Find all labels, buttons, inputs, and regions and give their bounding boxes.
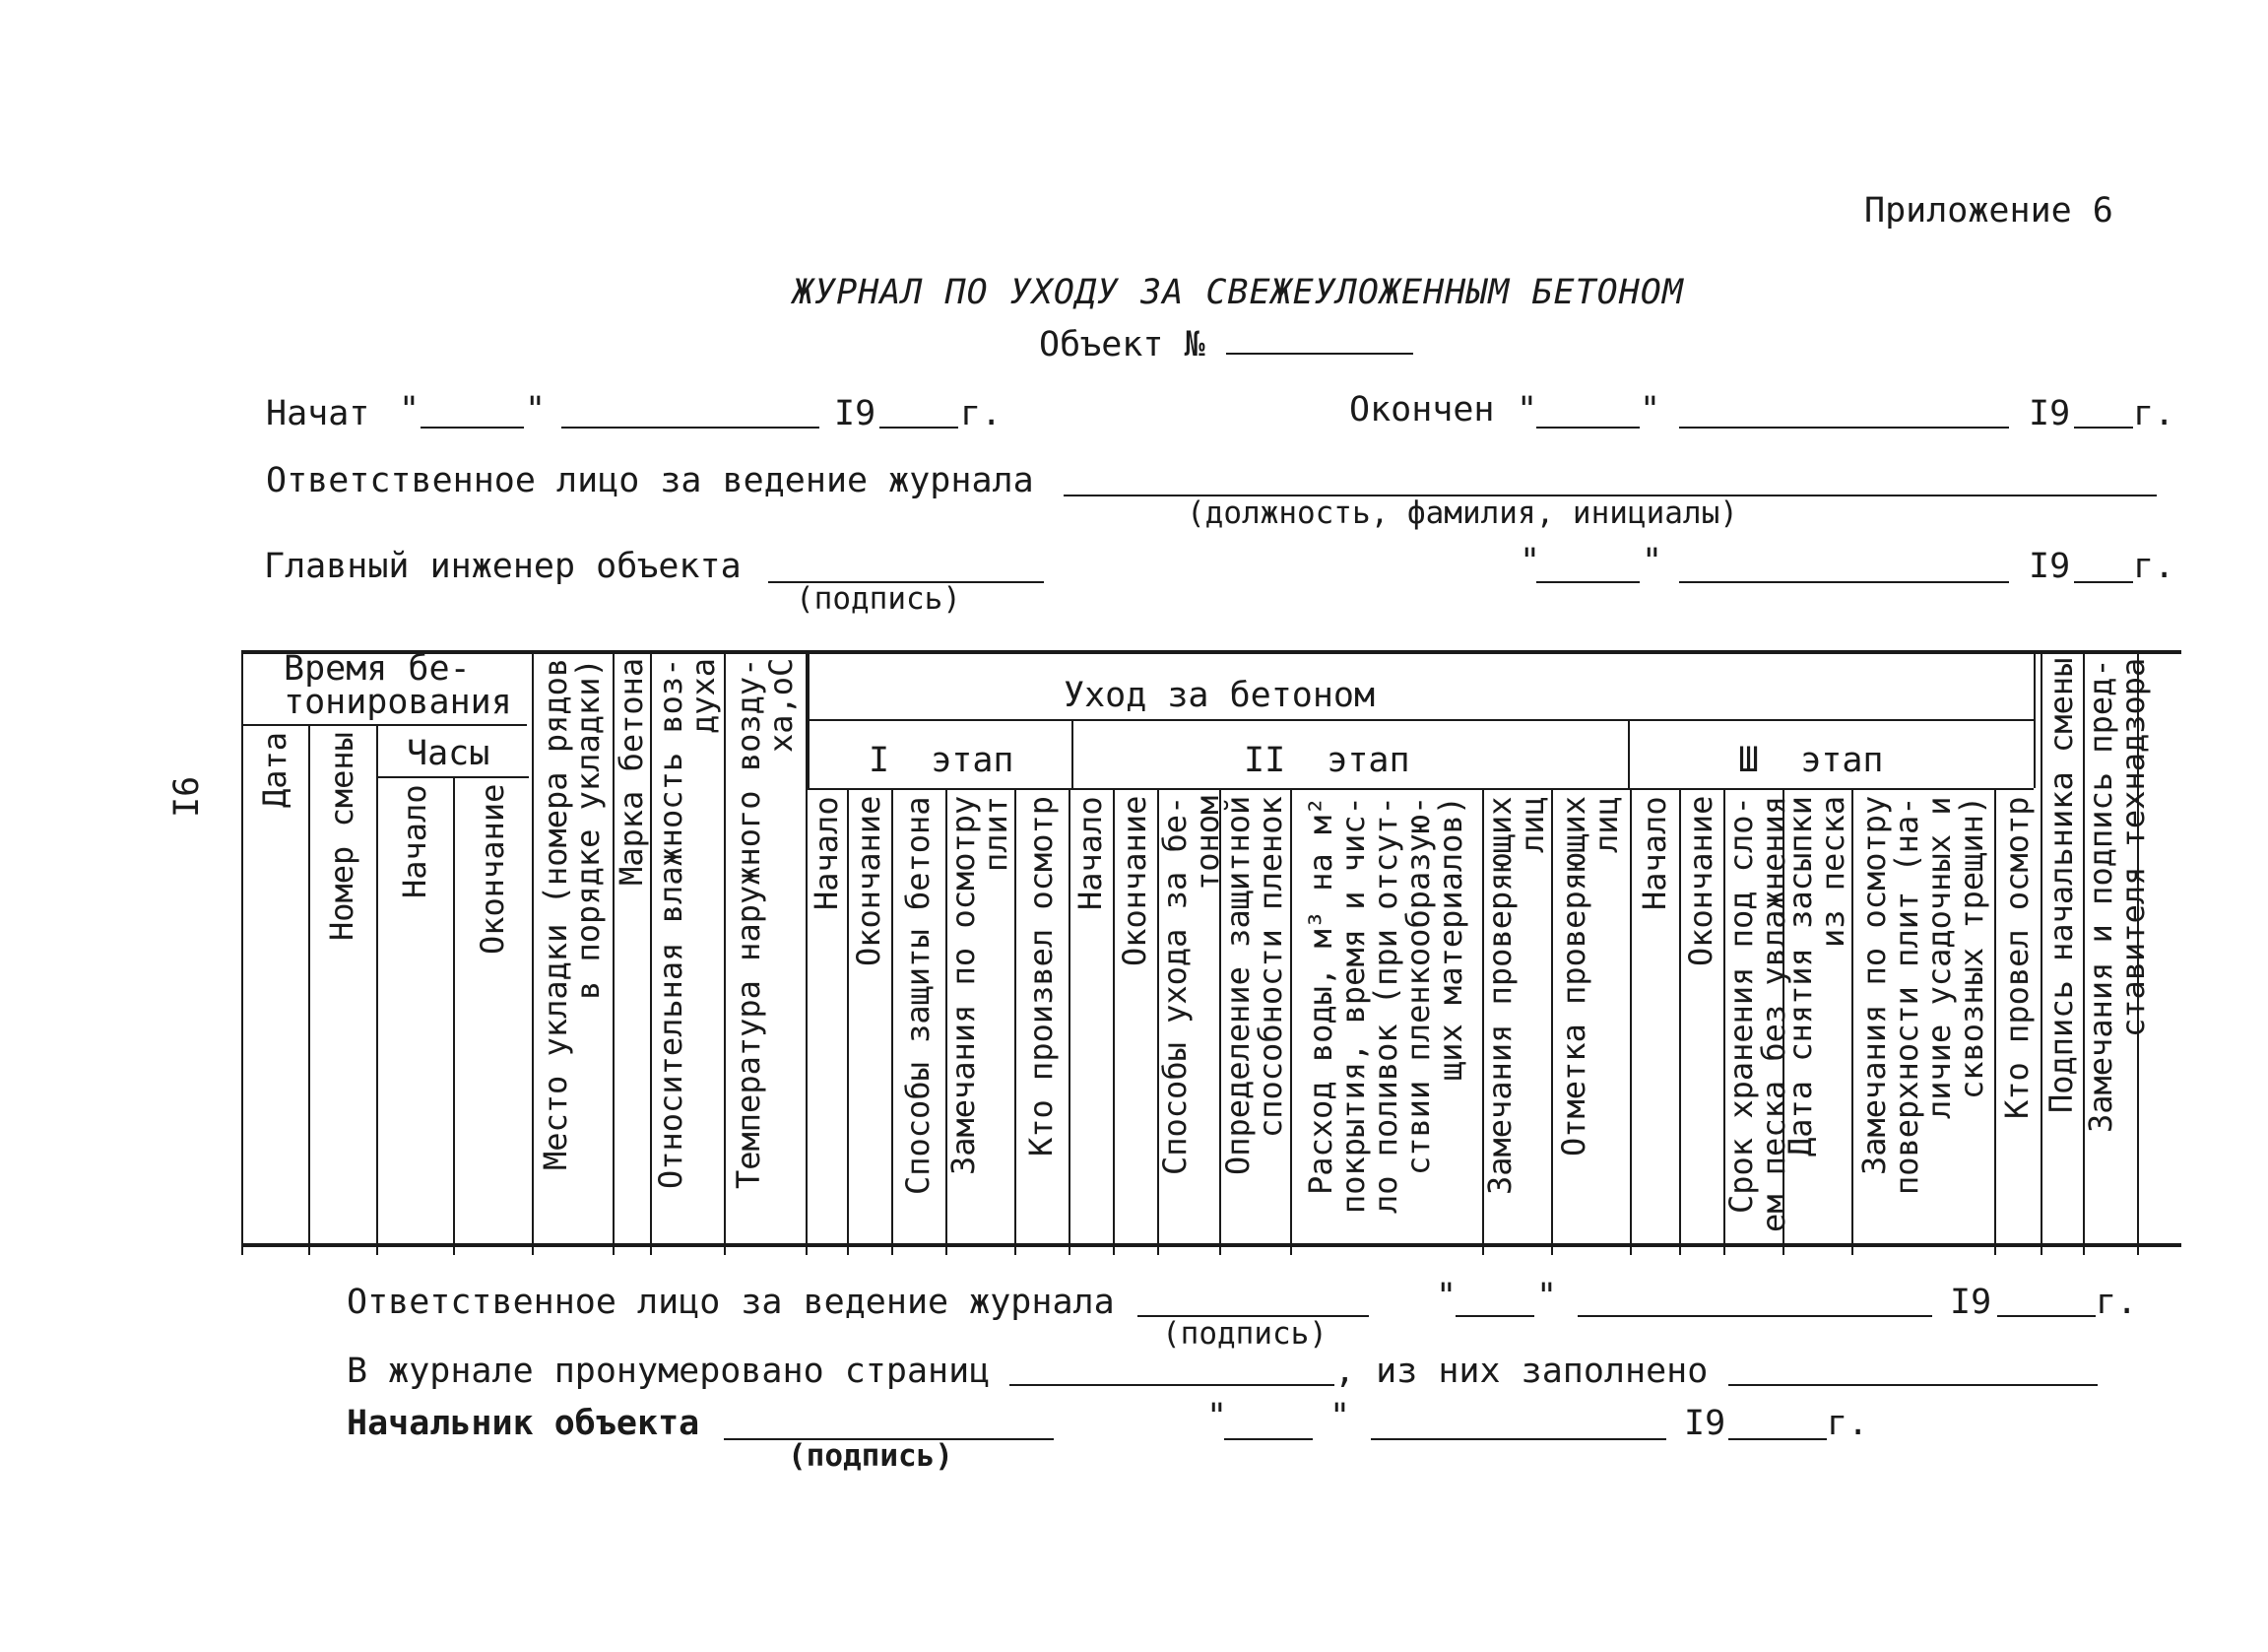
column-header-10: Окончание — [850, 796, 887, 967]
head-year-field[interactable] — [1728, 1438, 1827, 1440]
started-quote-open: " — [399, 390, 421, 430]
column-separator — [1851, 788, 1853, 1255]
started-quote-close: " — [525, 390, 547, 430]
column-separator — [1290, 788, 1292, 1255]
finished-quote-close: " — [1640, 390, 1661, 430]
column-header-5: Место укладки (номера рядов в порядке укладки) — [537, 658, 607, 1171]
column-header-9: Начало — [807, 796, 845, 910]
responsible-label: Ответственное лицо за ведение журнала — [266, 461, 1034, 500]
column-separator — [847, 788, 849, 1255]
column-header-12: Замечания по осмотру плит — [944, 796, 1014, 1176]
column-header-16: Способы ухода за бе- тоном — [1156, 796, 1226, 1176]
head-month-field[interactable] — [1371, 1438, 1666, 1440]
stage3-header: Ш этап — [1738, 741, 1884, 780]
footer-quote-close: " — [1536, 1277, 1558, 1316]
pages-filled-label: , из них заполнено — [1334, 1352, 1709, 1391]
finished-year-suffix: г. — [2133, 394, 2175, 433]
head-quote-close: " — [1329, 1397, 1351, 1436]
head-signature-caption: (подпись) — [788, 1438, 953, 1474]
head-year-suffix: г. — [1827, 1404, 1869, 1443]
page-number: I6 — [167, 775, 207, 818]
group-separator — [2034, 650, 2036, 788]
column-header-24: Дата снятия засыпки из песка — [1782, 796, 1851, 1157]
footer-signature-caption: (подпись) — [1162, 1316, 1328, 1352]
chief-year-suffix: г. — [2133, 547, 2175, 586]
pages-numbered-field[interactable] — [1009, 1384, 1334, 1386]
column-header-20: Отметка проверяющих лиц — [1555, 796, 1625, 1157]
column-header-17: Определение защитной способности пленок — [1219, 796, 1289, 1176]
column-header-28: Замечания и подпись пред- ставителя технадзора — [2082, 658, 2152, 1133]
column-header-25: Замечания по осмотру поверхности плит (на- личие усадочных и сквозных трещин) — [1854, 796, 1990, 1195]
chief-engineer-label: Главный инженер объекта — [264, 547, 742, 586]
column-header-15: Окончание — [1116, 796, 1153, 967]
head-year-prefix: I9 — [1684, 1404, 1726, 1443]
footer-quote-open: " — [1436, 1277, 1458, 1316]
appendix-label: Приложение 6 — [1864, 191, 2113, 231]
column-separator — [1014, 788, 1016, 1255]
stage2-header: II этап — [1244, 741, 1410, 780]
column-header-19: Замечания проверяющих лиц — [1481, 796, 1551, 1195]
pages-filled-field[interactable] — [1728, 1384, 2098, 1386]
column-separator — [1069, 788, 1070, 1255]
group-separator — [808, 650, 810, 788]
head-quote-open: " — [1206, 1397, 1228, 1436]
column-separator — [532, 650, 534, 1255]
footer-year-prefix: I9 — [1950, 1283, 1992, 1322]
object-label: Объект № — [1039, 325, 1205, 364]
column-separator — [1551, 788, 1553, 1255]
column-separator — [724, 650, 726, 1255]
column-separator — [376, 724, 378, 1255]
column-header-2: Номер смены — [323, 732, 360, 941]
footer-year-field[interactable] — [1997, 1315, 2096, 1317]
responsible-caption: (должность, фамилия, инициалы) — [1187, 496, 1738, 531]
group-separator — [1071, 719, 1073, 788]
column-header-14: Начало — [1071, 796, 1109, 910]
group-separator — [1628, 719, 1630, 788]
head-of-object-label: Начальник объекта — [347, 1404, 700, 1443]
footer-year-suffix: г. — [2096, 1283, 2138, 1322]
column-header-21: Начало — [1635, 796, 1673, 910]
column-header-6: Марка бетона — [612, 658, 650, 887]
column-header-8: Температура наружного возду- ха,оС — [729, 658, 800, 1190]
footer-responsible-label: Ответственное лицо за ведение журнала — [347, 1283, 1115, 1322]
column-header-13: Кто произвел осмотр — [1022, 796, 1060, 1157]
chief-quote-open: " — [1520, 542, 1541, 581]
care-header: Уход за бетоном — [1064, 676, 1376, 715]
chief-year-prefix: I9 — [2029, 547, 2071, 586]
column-header-26: Кто провел осмотр — [1998, 796, 2036, 1119]
started-label: Начат — [266, 394, 370, 433]
column-separator — [1630, 788, 1632, 1255]
column-separator — [1113, 788, 1115, 1255]
column-header-23: Срок хранения под сло- ем песка без увлажнения — [1722, 796, 1792, 1233]
column-separator — [453, 776, 455, 1255]
pages-numbered-label: В журнале пронумеровано страниц — [347, 1352, 991, 1391]
column-header-27: Подпись начальника смены — [2042, 658, 2080, 1114]
column-separator — [1679, 788, 1681, 1255]
column-separator — [241, 650, 243, 1255]
footer-day-field[interactable] — [1456, 1315, 1534, 1317]
head-day-field[interactable] — [1224, 1438, 1313, 1440]
column-header-7: Относительная влажность воз- духа — [651, 658, 722, 1190]
column-header-3: Начало — [395, 784, 433, 898]
column-header-4: Окончание — [473, 784, 511, 956]
footer-month-field[interactable] — [1578, 1315, 1932, 1317]
finished-year-prefix: I9 — [2029, 394, 2071, 433]
column-header-22: Окончание — [1682, 796, 1719, 967]
concreting-time-header: Время бе- тонирования — [284, 649, 512, 722]
column-header-18: Расход воды, м³ на м² покрытия, время и чис- ло поливок (при отсут- ствии пленкообразую- щих материалов) — [1302, 796, 1469, 1214]
finished-label: Окончен — [1349, 390, 1495, 430]
chief-engineer-signature-caption: (подпись) — [796, 581, 961, 617]
started-year-prefix: I9 — [834, 394, 876, 433]
started-year-suffix: г. — [960, 394, 1003, 433]
document-title: ЖУРНАЛ ПО УХОДУ ЗА СВЕЖЕУЛОЖЕННЫМ БЕТОНОМ — [793, 273, 1684, 312]
hours-header: Часы — [407, 734, 490, 773]
chief-quote-close: " — [1642, 542, 1663, 581]
finished-quote-open: " — [1517, 390, 1538, 430]
stage1-header: I этап — [869, 741, 1014, 780]
column-separator — [891, 788, 893, 1255]
column-separator — [308, 724, 310, 1255]
column-header-1: Дата — [255, 732, 293, 809]
column-separator — [1994, 788, 1996, 1255]
column-header-11: Способы защиты бетона — [899, 796, 937, 1195]
